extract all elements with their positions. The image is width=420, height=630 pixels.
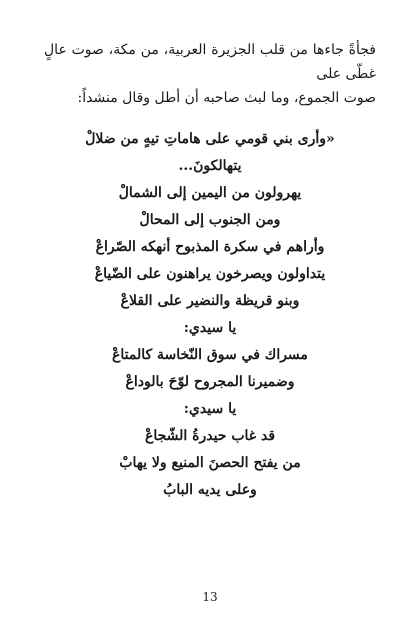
- verse-line: يهرولون من اليمين إلى الشمالْ: [118, 185, 302, 201]
- verse-line: وضميرنا المجروح لوّحَ بالوداعْ: [125, 374, 295, 390]
- page-number: 13: [202, 590, 218, 604]
- verse-line: يتهالكونَ...: [178, 158, 242, 174]
- verse-line: يا سيدي:: [183, 401, 237, 417]
- poem-verse: [30, 126, 390, 504]
- intro-line-1: فجأةً جاءها من قلب الجزيرة العربية، من مكة، صوت عالٍ غطّى على: [44, 42, 376, 82]
- verse-line: وبنو قريظة والنضير على القلاعْ: [120, 293, 300, 309]
- verse-line: «وأرى بني قومي على هاماتِ تيهٍ من ضلالْ: [85, 131, 335, 147]
- verse-line: ومن الجنوب إلى المحالْ: [139, 212, 281, 228]
- verse-line: وعلى يديه البابُ: [163, 482, 257, 498]
- intro-line-2: صوت الجموع، وما لبث صاحبه أن أطل وقال منشداً:: [77, 90, 376, 106]
- verse-line: يا سيدي:: [183, 320, 237, 336]
- verse-line: وأراهم في سكرة المذبوح أنهكه الصّراعْ: [95, 239, 325, 255]
- verse-line: يتداولون ويصرخون يراهنون على الضّياعْ: [94, 266, 326, 282]
- verse-line: مسراك في سوق النّخاسة كالمتاعْ: [112, 347, 308, 363]
- verse-line: من يفتح الحصنَ المنيع ولا يهابْ: [119, 455, 301, 471]
- verse-line: قد غاب حيدرةُ الشّجاعْ: [144, 428, 276, 444]
- intro-paragraph: [44, 38, 376, 110]
